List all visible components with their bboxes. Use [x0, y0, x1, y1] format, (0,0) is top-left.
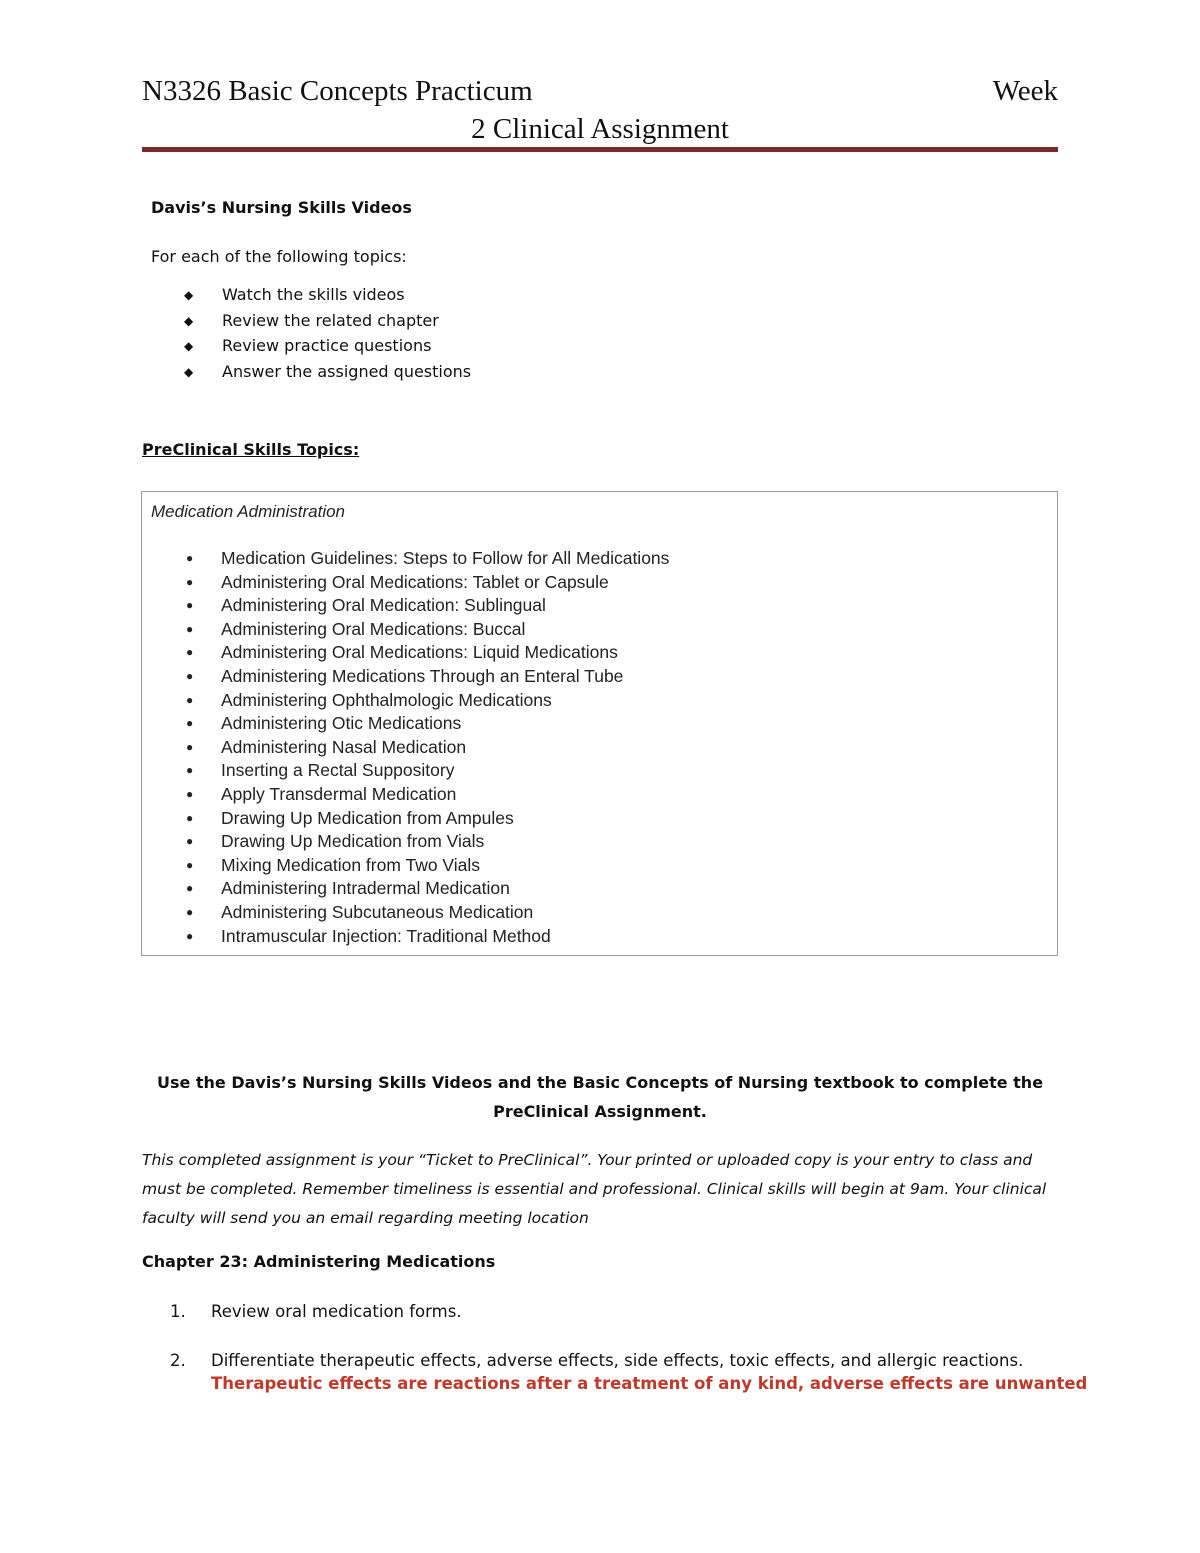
header-course-title: N3326 Basic Concepts Practicum — [142, 75, 533, 107]
bullet-icon: ● — [186, 716, 194, 731]
list-item — [186, 759, 669, 783]
topic-label: Administering Nasal Medication — [221, 736, 467, 757]
list-item — [186, 783, 669, 807]
task-label: Review practice questions — [222, 336, 432, 355]
videos-intro: For each of the following topics: — [151, 247, 407, 266]
list-item — [186, 689, 669, 713]
videos-task-list — [184, 284, 471, 386]
topic-label: Administering Intradermal Medication — [221, 878, 510, 899]
list-item — [184, 335, 471, 361]
ticket-note — [142, 1146, 1058, 1233]
preclinical-heading: PreClinical Skills Topics: — [142, 440, 360, 459]
bullet-icon: ◆ — [184, 313, 194, 328]
question-number: 2. — [170, 1351, 186, 1370]
bullet-icon: ● — [186, 834, 194, 849]
list-item — [186, 830, 669, 854]
topic-label: Administering Oral Medication: Sublingual — [221, 595, 546, 616]
instructions-heading-line: Use the Davis’s Nursing Skills Videos and the Basic Concepts of Nursing textbook to complete the — [156, 1073, 1044, 1092]
topic-label: Administering Oral Medications: Tablet or Capsule — [221, 571, 609, 592]
list-item — [186, 665, 669, 689]
list-item — [186, 712, 669, 736]
bullet-icon: ● — [186, 692, 194, 707]
list-item — [186, 925, 669, 949]
header-week-label: Week — [992, 75, 1058, 107]
bullet-icon: ● — [186, 621, 194, 636]
question-text: Review oral medication forms. — [211, 1302, 462, 1321]
topic-label: Administering Otic Medications — [221, 713, 462, 734]
bullet-icon: ● — [186, 551, 194, 565]
header-divider — [142, 147, 1058, 152]
topic-label: Inserting a Rectal Suppository — [221, 760, 455, 781]
instructions-heading-line: PreClinical Assignment. — [493, 1102, 707, 1121]
topics-box — [141, 491, 1058, 956]
list-item — [186, 571, 669, 595]
bullet-icon: ● — [186, 668, 194, 683]
topic-label: Drawing Up Medication from Ampules — [221, 807, 514, 828]
topic-label: Administering Oral Medications: Liquid Medications — [221, 642, 618, 663]
list-item — [184, 310, 471, 336]
task-label: Review the related chapter — [222, 310, 439, 330]
bullet-icon: ● — [186, 786, 194, 801]
question-number: 1. — [170, 1302, 186, 1321]
bullet-icon: ● — [186, 763, 194, 778]
topics-box-title: Medication Administration — [151, 502, 346, 521]
ticket-note-line: This completed assignment is your “Ticket to PreClinical”. Your printed or uploaded copy is your entry to class and — [142, 1151, 1033, 1169]
ticket-note-line: faculty will send you an email regarding meeting location — [142, 1209, 589, 1227]
topic-label: Apply Transdermal Medication — [221, 783, 457, 804]
bullet-icon: ● — [186, 857, 194, 872]
bullet-icon: ● — [186, 598, 194, 613]
topic-label: Mixing Medication from Two Vials — [221, 854, 481, 875]
bullet-icon: ● — [186, 881, 194, 896]
list-item — [184, 361, 471, 387]
topic-label: Drawing Up Medication from Vials — [221, 831, 485, 852]
bullet-icon: ◆ — [184, 364, 194, 379]
bullet-icon: ● — [186, 645, 194, 660]
task-label: Answer the assigned questions — [222, 361, 472, 381]
topic-label: Administering Oral Medications: Buccal — [221, 618, 526, 639]
bullet-icon: ● — [186, 928, 194, 943]
bullet-icon: ● — [186, 810, 194, 825]
list-item — [186, 854, 669, 878]
videos-section-title: Davis’s Nursing Skills Videos — [151, 198, 412, 217]
ticket-note-line: must be completed. Remember timeliness is essential and professional. Clinical skills will begin at 9am. Your clinical — [142, 1180, 1047, 1198]
answer-text: Therapeutic effects are reactions after a treatment of any kind, adverse effects are unwanted — [211, 1374, 1088, 1393]
chapter-title: Chapter 23: Administering Medications — [142, 1252, 496, 1271]
bullet-icon: ◆ — [184, 339, 194, 353]
bullet-icon: ◆ — [184, 288, 194, 302]
list-item — [186, 807, 669, 831]
topic-label: Intramuscular Injection: Traditional Method — [221, 925, 551, 946]
list-item — [186, 594, 669, 618]
task-label: Watch the skills videos — [222, 285, 405, 304]
topics-list — [186, 547, 669, 948]
topic-label: Medication Guidelines: Steps to Follow for All Medications — [221, 548, 670, 568]
list-item — [186, 901, 669, 925]
bullet-icon: ● — [186, 739, 194, 754]
list-item — [184, 284, 471, 310]
question-text: Differentiate therapeutic effects, adverse effects, side effects, toxic effects, and allergic reactions. — [211, 1351, 1024, 1370]
list-item — [186, 641, 669, 665]
header-assignment-title: 2 Clinical Assignment — [471, 113, 729, 145]
list-item — [186, 877, 669, 901]
list-item — [186, 736, 669, 760]
instructions-heading — [142, 1068, 1058, 1126]
topic-label: Administering Medications Through an Enteral Tube — [221, 665, 624, 686]
topic-label: Administering Ophthalmologic Medications — [221, 689, 552, 710]
list-item — [186, 547, 669, 571]
bullet-icon: ● — [186, 904, 194, 919]
list-item — [186, 618, 669, 642]
topic-label: Administering Subcutaneous Medication — [221, 901, 534, 922]
bullet-icon: ● — [186, 574, 194, 589]
